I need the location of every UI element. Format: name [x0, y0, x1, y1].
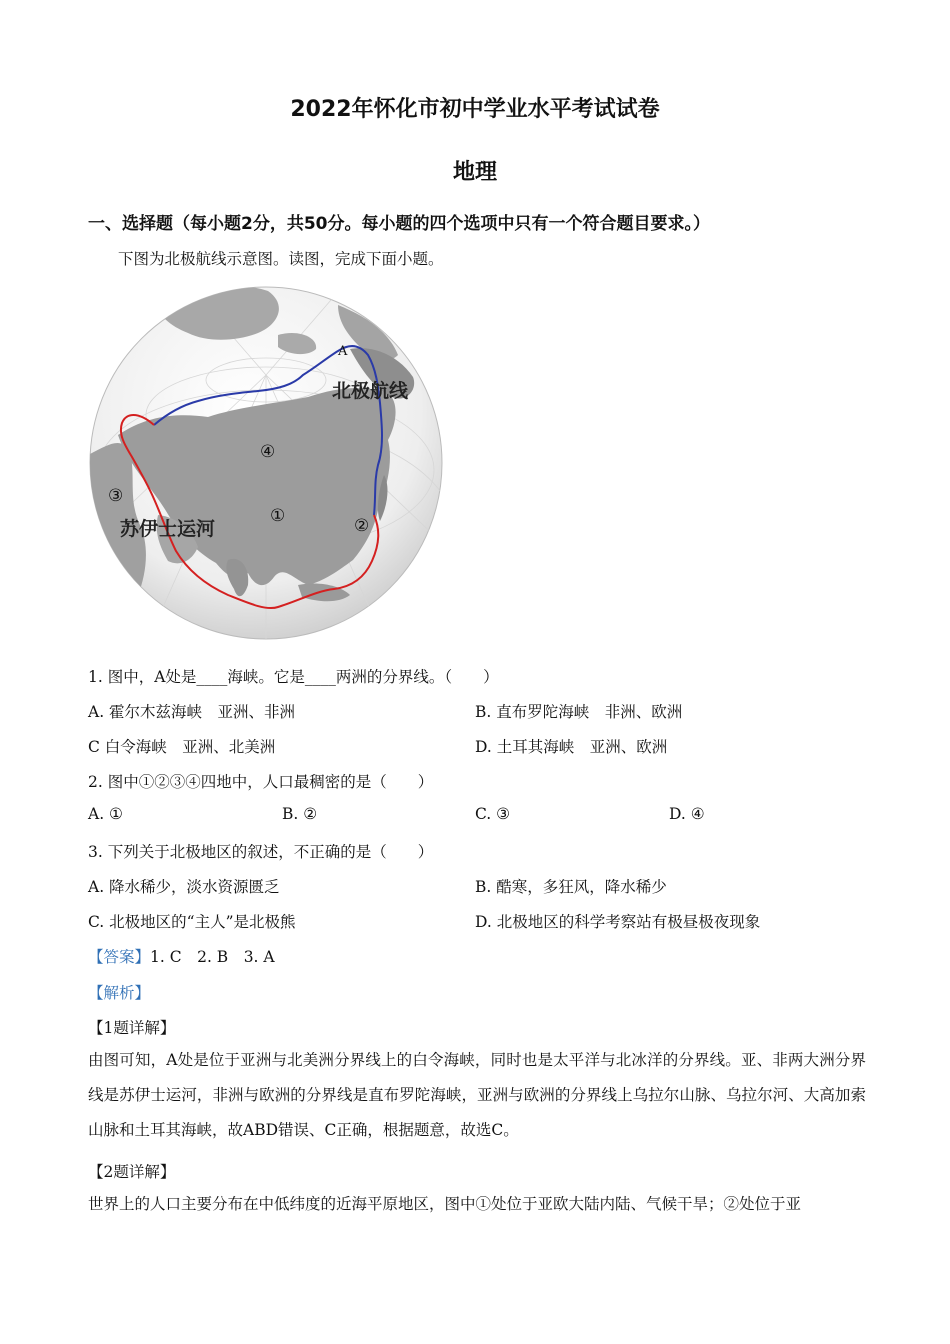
analysis-label: 【解析】 — [88, 984, 151, 1002]
q2-detail-text: 世界上的人口主要分布在中低纬度的近海平原地区，图中①处位于亚欧大陆内陆、气候干旱；②处位于亚 — [88, 1195, 802, 1213]
answer-line — [88, 945, 275, 967]
q1-detail-text: 由图可知，A处是位于亚洲与北美洲分界线上的白令海峡，同时也是太平洋与北冰洋的分界线。亚、非两大洲分界线是苏伊士运河，非洲与欧洲的分界线是直布罗陀海峡，亚洲与欧洲的分界线上乌拉尔山脉、乌拉尔河、大高加索山脉和土耳其海峡，故ABD错误、C正确，根据题意，故选C。 — [88, 1051, 866, 1139]
question-2-option-c: C. ③ — [475, 805, 511, 823]
marker-1: ① — [270, 506, 286, 526]
marker-2: ② — [354, 516, 370, 536]
question-1-option-b: B. 直布罗陀海峡 非洲、欧洲 — [475, 703, 683, 721]
question-3-option-d: D. 北极地区的科学考察站有极昼极夜现象 — [475, 913, 761, 931]
question-2-option-b: B. ② — [282, 805, 318, 823]
question-3-stem: 3. 下列关于北极地区的叙述，不正确的是（ ） — [88, 843, 434, 861]
marker-4: ④ — [260, 442, 276, 462]
question-1-stem: 1. 图中，A处是____海峡。它是____两洲的分界线。（ ） — [88, 668, 499, 686]
route-label: 北极航线 — [332, 380, 409, 402]
question-3-option-b: B. 酷寒，多狂风，降水稀少 — [475, 878, 667, 896]
question-1-option-c: C 白令海峡 亚洲、北美洲 — [88, 738, 276, 756]
q1-detail-heading: 【1题详解】 — [88, 1019, 176, 1037]
exam-title: 2022年怀化市初中学业水平考试试卷 — [290, 97, 660, 122]
question-2-stem: 2. 图中①②③④四地中，人口最稠密的是（ ） — [88, 773, 434, 791]
figure-intro: 下图为北极航线示意图。读图，完成下面小题。 — [118, 250, 444, 268]
question-2-option-a: A. ① — [88, 805, 123, 823]
subject-title: 地理 — [452, 160, 497, 185]
point-a-label: A — [338, 344, 348, 359]
answer-label: 【答案】 — [88, 948, 151, 966]
question-3-option-a: A. 降水稀少，淡水资源匮乏 — [88, 878, 280, 896]
question-1-option-a: A. 霍尔木兹海峡 亚洲、非洲 — [88, 703, 296, 721]
canal-label: 苏伊士运河 — [120, 518, 216, 540]
question-3-option-c: C. 北极地区的“主人”是北极熊 — [88, 913, 296, 931]
q2-detail-heading: 【2题详解】 — [88, 1163, 176, 1181]
question-2-option-d: D. ④ — [669, 805, 705, 823]
question-1-option-d: D. 土耳其海峡 亚洲、欧洲 — [475, 738, 668, 756]
answer-text: 1. C 2. B 3. A — [150, 948, 275, 966]
arctic-route-map — [88, 285, 444, 641]
section-heading: 一、选择题（每小题2分，共50分。每小题的四个选项中只有一个符合题目要求。） — [88, 214, 710, 234]
marker-3: ③ — [108, 486, 124, 506]
